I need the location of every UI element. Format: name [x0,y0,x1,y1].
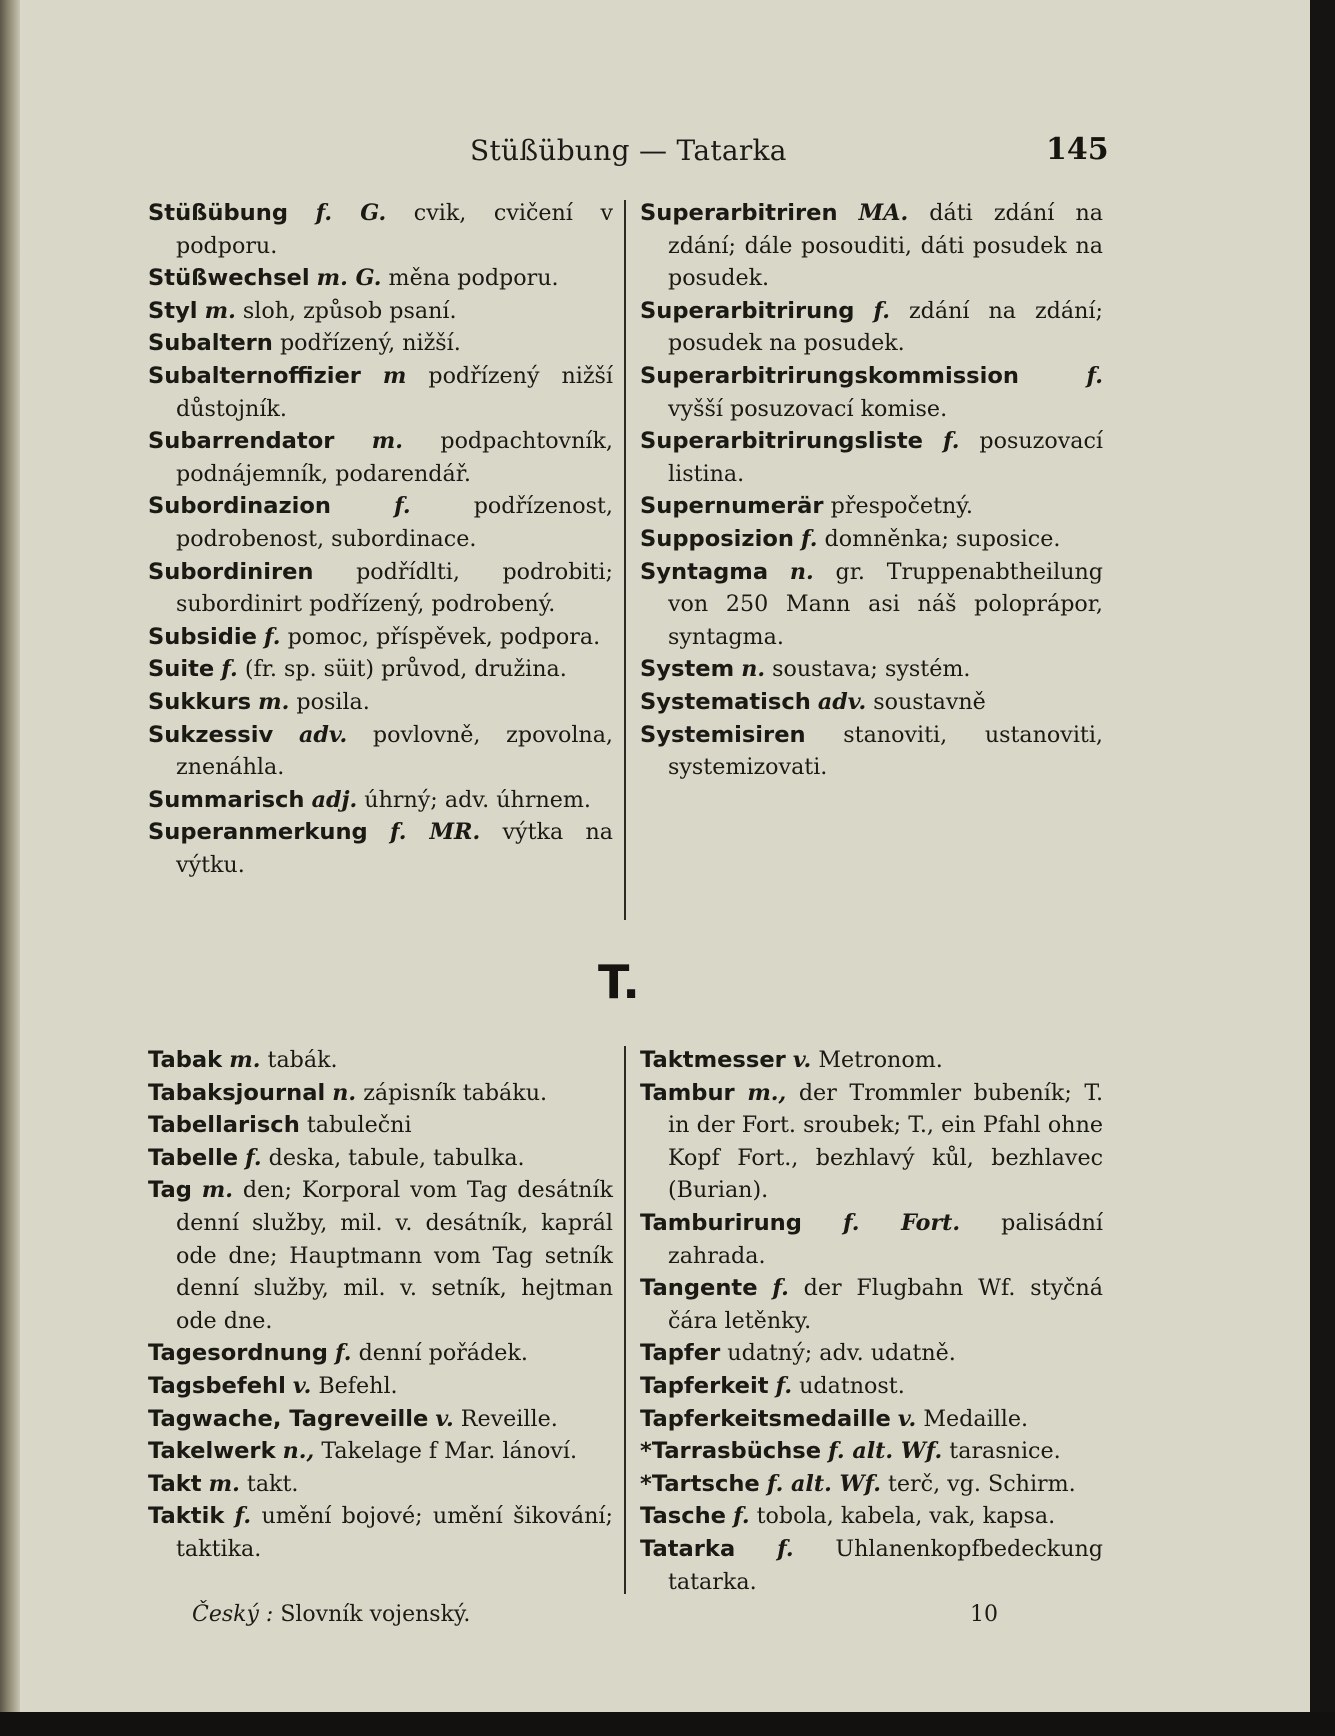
entry-grammar: f. [221,656,238,683]
entry-grammar: f. [942,428,960,455]
dictionary-entry [640,1500,1103,1533]
entry-grammar: m [382,362,407,389]
entry-headword: Superarbitriren [640,200,838,226]
entry-grammar: m. G. [316,265,382,292]
dictionary-entry [148,816,613,881]
entry-headword: Tagesordnung [148,1340,328,1367]
entry-headword: Subalternoffizier [148,362,361,389]
entry-headword: *Tarrasbüchse [640,1438,822,1465]
signature-rest: Slovník vojenský. [280,1602,471,1627]
entry-definition: pomoc, příspěvek, podpora. [287,623,601,650]
dictionary-entry [640,295,1103,360]
entry-definition: výtka na výtku. [176,819,613,878]
dictionary-entry [640,360,1103,425]
entry-headword: Tambur [640,1079,735,1106]
entry-grammar: v. [435,1405,454,1432]
dictionary-entry [148,1500,613,1565]
dictionary-entry [640,1370,1103,1403]
entry-grammar: f. [873,297,890,324]
dictionary-entry [148,1370,613,1403]
dictionary-entry [148,262,613,295]
entry-definition: Medaille. [923,1405,1029,1432]
dictionary-entry [148,1403,613,1436]
entry-headword: Takelwerk [148,1438,276,1465]
dictionary-entry [640,197,1103,295]
dictionary-entry [640,686,1103,719]
entry-grammar: m. [208,1470,240,1497]
dictionary-entry [148,490,613,555]
entry-definition: umění bojové; umění šikování; taktika. [176,1503,613,1562]
entry-definition: tabulečni [306,1112,412,1139]
entry-grammar: adv. [298,721,348,748]
dictionary-entry [640,1337,1103,1370]
entry-definition: zdání na zdání; posudek na posudek. [668,297,1103,357]
entry-headword: Stüßübung [148,200,289,226]
entry-headword: Tasche [640,1503,726,1530]
entry-headword: Tag [148,1177,192,1204]
entry-headword: Taktmesser [640,1047,786,1073]
column-top-left [148,197,613,881]
entry-grammar: f. [245,1144,262,1171]
entry-grammar: n., [282,1438,315,1465]
entry-headword: Tabak [148,1047,223,1073]
entry-headword: Taktik [148,1503,225,1530]
entry-definition: tarasnice. [949,1438,1061,1465]
dictionary-entry [148,1077,613,1110]
entry-grammar: f. [775,1372,793,1399]
entry-definition: gr. Truppenabtheilung von 250 Mann asi náš poloprápor, syntagma. [668,558,1103,650]
entry-definition: povlovně, zpovolna, znenáhla. [176,721,613,781]
entry-headword: Subarrendator [148,428,335,455]
scan-border-right [1310,0,1335,1736]
entry-grammar: f. alt. Wf. [828,1438,943,1465]
dictionary-entry [640,1468,1103,1501]
printer-signature [192,1602,470,1627]
dictionary-entry [640,556,1103,654]
entry-headword: Tapferkeitsmedaille [640,1405,891,1432]
entry-grammar: m. [204,297,236,324]
signature-title: Český : [192,1602,274,1627]
entry-definition: přespočetný. [830,493,973,520]
entry-definition: podřízenost, podrobenost, subordinace. [176,493,613,552]
entry-grammar: MA. [858,200,909,226]
entry-headword: Syntagma [640,558,769,585]
entry-grammar: adv. [817,688,867,715]
entry-definition: podpachtovník, podnájemník, podarendář. [176,428,613,487]
entry-headword: Subsidie [148,623,257,650]
dictionary-entry [148,1337,613,1370]
dictionary-entry [148,653,613,686]
dictionary-entry [640,719,1103,784]
entry-grammar: n. [741,656,766,683]
entry-headword: Superarbitrirungskommission [640,362,1019,389]
entry-grammar: f. [1086,362,1103,389]
entry-grammar: n. [332,1079,357,1106]
entry-grammar: f. G. [315,200,387,226]
entry-grammar: n. [789,558,814,585]
entry-grammar: m. [371,428,403,455]
entry-headword: Styl [148,297,198,324]
entry-headword: Tabellarisch [148,1112,300,1139]
entry-headword: Sukzessiv [148,721,274,748]
entry-definition: soustavně [873,688,986,715]
section-letter-heading: T. [598,955,640,1009]
column-bottom-right [640,1044,1103,1598]
entry-headword: Subordiniren [148,558,314,585]
entry-headword: Systemisiren [640,721,806,748]
entry-definition: udatný; adv. udatně. [727,1340,956,1367]
entry-definition: (fr. sp. süit) průvod, družina. [244,656,567,683]
running-head: Stüßübung — Tatarka [470,134,787,167]
entry-definition: Takelage f Mar. lánoví. [321,1438,578,1465]
entry-definition: Metronom. [818,1047,943,1073]
entry-headword: Superarbitrirungsliste [640,428,923,455]
entry-definition: den; Korporal vom Tag desátník denní služby, mil. v. desátník, kaprál ode dne; Hauptmann vom Tag setník denní služby, mil. v. setník, hejtman ode dne. [176,1177,613,1334]
dictionary-entry [148,425,613,490]
entry-grammar: f. MR. [390,819,481,846]
entry-grammar: v. [792,1047,812,1073]
entry-grammar: m., [747,1079,787,1106]
dictionary-entry [148,1142,613,1175]
entry-definition: sloh, způsob psaní. [242,297,457,324]
entry-headword: Systematisch [640,688,811,715]
entry-headword: System [640,656,735,683]
entry-headword: Supposizion [640,525,794,552]
dictionary-entry [640,1403,1103,1436]
dictionary-entry [640,1533,1103,1598]
entry-definition: udatnost. [799,1372,905,1399]
entry-definition: tobola, kabela, vak, kapsa. [756,1503,1056,1530]
entry-definition: podřídlti, podrobiti; subordinirt podřízený, podrobený. [176,558,613,618]
dictionary-entry [148,621,613,654]
entry-grammar: m. [201,1177,233,1204]
entry-grammar: m. [229,1047,261,1073]
entry-grammar: v. [292,1372,312,1399]
entry-headword: Tangente [640,1275,758,1302]
dictionary-entry [640,523,1103,556]
dictionary-entry [148,327,613,360]
sheet-number: 10 [970,1602,998,1627]
entry-definition: dáti zdání na zdání; dále posouditi, dáti posudek na posudek. [668,200,1103,292]
dictionary-entry [640,1044,1103,1077]
page-number: 145 [1046,132,1109,167]
entry-grammar: f. [394,493,411,520]
entry-definition: zápisník tabáku. [363,1079,548,1106]
dictionary-entry [148,1468,613,1501]
entry-definition: cvik, cvičení v podporu. [176,200,614,259]
dictionary-entry [148,1435,613,1468]
entry-definition: posuzovací listina. [668,428,1103,487]
entry-headword: Summarisch [148,786,305,813]
dictionary-entry [640,1272,1103,1337]
dictionary-entry [640,1077,1103,1207]
entry-grammar: f. [264,623,281,650]
dictionary-entry [640,425,1103,490]
entry-grammar: f. [234,1503,252,1530]
entry-grammar: adj. [311,786,358,813]
entry-definition: Reveille. [460,1405,558,1432]
entry-headword: Suite [148,656,215,683]
dictionary-entry [148,360,613,425]
entry-headword: Subordinazion [148,493,331,520]
entry-definition: palisádní zahrada. [668,1209,1103,1269]
entry-definition: podřízený, nižší. [279,330,461,357]
entry-grammar: m. [258,688,290,715]
entry-headword: Supernumerär [640,493,824,520]
scan-border-bottom [0,1712,1335,1736]
entry-headword: Tagsbefehl [148,1372,286,1399]
dictionary-entry [148,1109,613,1142]
entry-headword: Stüßwechsel [148,265,310,292]
entry-definition: podřízený nižší důstojník. [176,362,613,422]
entry-definition: posila. [296,688,370,715]
dictionary-entry [148,197,613,262]
book-spine-shadow [0,0,20,1712]
entry-grammar: f. [772,1275,789,1302]
entry-headword: *Tartsche [640,1470,760,1497]
dictionary-entry [148,1174,613,1337]
entry-headword: Takt [148,1470,202,1497]
entry-definition: vyšší posuzovací komise. [668,395,948,422]
dictionary-entry [148,686,613,719]
entry-headword: Tabaksjournal [148,1079,326,1106]
entry-definition: denní pořádek. [358,1340,528,1367]
entry-grammar: f. [800,525,818,552]
entry-headword: Tapferkeit [640,1372,769,1399]
entry-definition: der Trommler bubeník; T. in der Fort. sroubek; T., ein Pfahl ohne Kopf Fort., bezhlavý kůl, bezhlavec (Burian). [668,1079,1103,1204]
entry-headword: Superanmerkung [148,819,368,846]
entry-grammar: f. [733,1503,750,1530]
column-divider-bottom [624,1046,626,1594]
dictionary-entry [640,1435,1103,1468]
entry-grammar: f. alt. Wf. [766,1470,881,1497]
entry-headword: Sukkurs [148,688,252,715]
dictionary-entry [148,784,613,817]
column-divider-top [624,200,626,920]
entry-headword: Tabelle [148,1144,239,1171]
entry-definition: deska, tabule, tabulka. [268,1144,525,1171]
entry-definition: terč, vg. Schirm. [888,1470,1076,1497]
entry-headword: Tatarka [640,1535,736,1562]
column-top-right [640,197,1103,784]
entry-headword: Subaltern [148,330,273,357]
entry-definition: domněnka; suposice. [824,525,1061,552]
dictionary-entry [148,295,613,328]
entry-definition: stanoviti, ustanoviti, systemizovati. [668,721,1103,781]
column-bottom-left [148,1044,613,1566]
entry-definition: měna podporu. [388,265,559,292]
dictionary-entry [148,1044,613,1077]
dictionary-entry [148,719,613,784]
entry-definition: tabák. [267,1047,338,1073]
entry-headword: Superarbitrirung [640,297,855,324]
entry-grammar: f. [777,1535,794,1562]
entry-grammar: f. Fort. [842,1209,961,1236]
dictionary-entry [640,1207,1103,1272]
entry-grammar: v. [897,1405,917,1432]
entry-definition: takt. [246,1470,299,1497]
dictionary-entry [148,556,613,621]
entry-headword: Tamburirung [640,1209,802,1236]
entry-definition: úhrný; adv. úhrnem. [364,786,591,813]
dictionary-entry [640,653,1103,686]
entry-headword: Tagwache, Tagreveille [148,1405,429,1432]
entry-grammar: f. [335,1340,352,1367]
entry-definition: Befehl. [318,1372,398,1399]
entry-definition: der Flugbahn Wf. styčná čára letěnky. [668,1275,1103,1334]
entry-definition: soustava; systém. [772,656,971,683]
dictionary-entry [640,490,1103,523]
entry-definition: Uhlanenkopfbedeckung tatarka. [668,1535,1103,1595]
entry-headword: Tapfer [640,1340,721,1367]
